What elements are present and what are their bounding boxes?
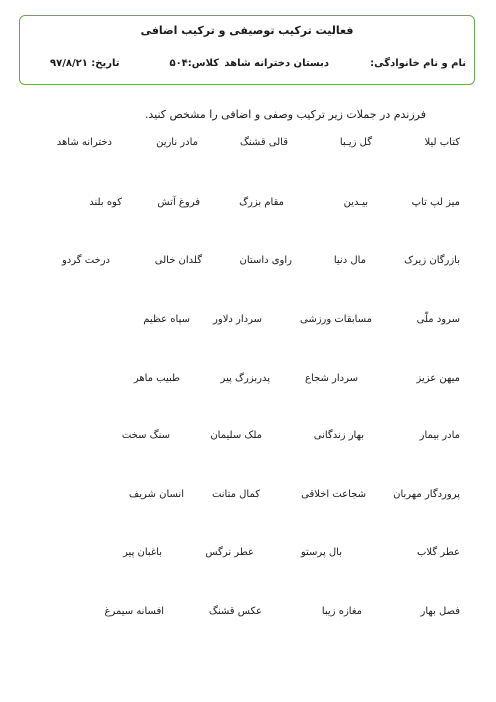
header-info-row [20, 58, 474, 74]
phrase-item: عطر گلاب [416, 547, 460, 558]
phrase-item: دخترانه شاهد [56, 137, 112, 148]
phrase-item: میهن عزیز [416, 373, 460, 384]
phrase-item: میز لپ تاپ [411, 197, 460, 208]
phrase-item: کتاب لیلا [424, 137, 460, 148]
phrase-item: راوی داستان [239, 255, 292, 266]
phrase-item: پدربزرگ پیر [220, 373, 270, 384]
phrase-item: بیـدین [343, 197, 368, 208]
phrase-item: درخت گردو [61, 255, 110, 266]
phrase-row [28, 197, 460, 215]
phrase-item: بال پرستو [300, 547, 342, 558]
name-label: نام و نام خانوادگی: [370, 58, 466, 69]
phrase-row [28, 606, 460, 624]
phrase-item: گل زیـبا [339, 137, 372, 148]
phrase-item: بهار زندگانی [313, 430, 364, 441]
phrase-item: مسابقات ورزشی [299, 314, 372, 325]
phrase-item: کمال متانت [211, 489, 260, 500]
phrase-item: مال دنیا [333, 255, 366, 266]
school-name: دبستان دخترانه شاهد [224, 58, 329, 69]
phrase-row [28, 255, 460, 273]
phrase-item: ملک سلیمان [210, 430, 262, 441]
worksheet-title: فعالیت ترکیب توصیفی و ترکیب اضافی [140, 24, 354, 37]
phrase-item: سرود ملّی [416, 314, 460, 325]
phrase-item: عطر نرگس [205, 547, 254, 558]
phrase-item: بازرگان زیرک [404, 255, 460, 266]
phrase-item: کوه بلند [89, 197, 122, 208]
phrase-row [28, 137, 460, 155]
date-label: تاریخ: ۹۷/۸/۲۱ [50, 58, 120, 69]
phrase-item: عکس قشنگ [208, 606, 262, 617]
phrase-item: فصل بهار [420, 606, 460, 617]
phrase-item: مقام بزرگ [239, 197, 284, 208]
phrase-item: افسانه سیمرغ [104, 606, 164, 617]
phrase-row [28, 314, 460, 332]
phrase-item: سپاه عظیم [143, 314, 190, 325]
class-label: کلاس:۵۰۴ [169, 58, 219, 69]
phrase-item: مادر نارین [156, 137, 198, 148]
phrase-item: مادر بیمار [419, 430, 460, 441]
phrase-item: سردار دلاور [213, 314, 262, 325]
phrase-row [28, 489, 460, 507]
phrase-row [28, 547, 460, 565]
phrase-item: قالی قشنگ [239, 137, 288, 148]
header-box [19, 15, 475, 85]
phrase-item: فروغ آتش [157, 197, 200, 208]
instruction-text: فرزندم در جملات زیر ترکیب وصفی و اضافی را مشخص کنید. [144, 108, 426, 121]
phrase-row [28, 430, 460, 448]
phrase-item: انسان شریف [128, 489, 184, 500]
phrase-item: مغازه زیبا [321, 606, 362, 617]
phrase-item: سنگ سخت [121, 430, 170, 441]
phrase-item: گلدان خالی [154, 255, 202, 266]
phrase-item: شجاعت اخلاقی [301, 489, 366, 500]
phrase-item: باغبان پیر [123, 547, 162, 558]
phrase-item: طبیب ماهر [133, 373, 180, 384]
phrase-item: پروردگار مهربان [393, 489, 460, 500]
phrase-item: سردار شجاع [305, 373, 358, 384]
phrase-row [28, 373, 460, 391]
